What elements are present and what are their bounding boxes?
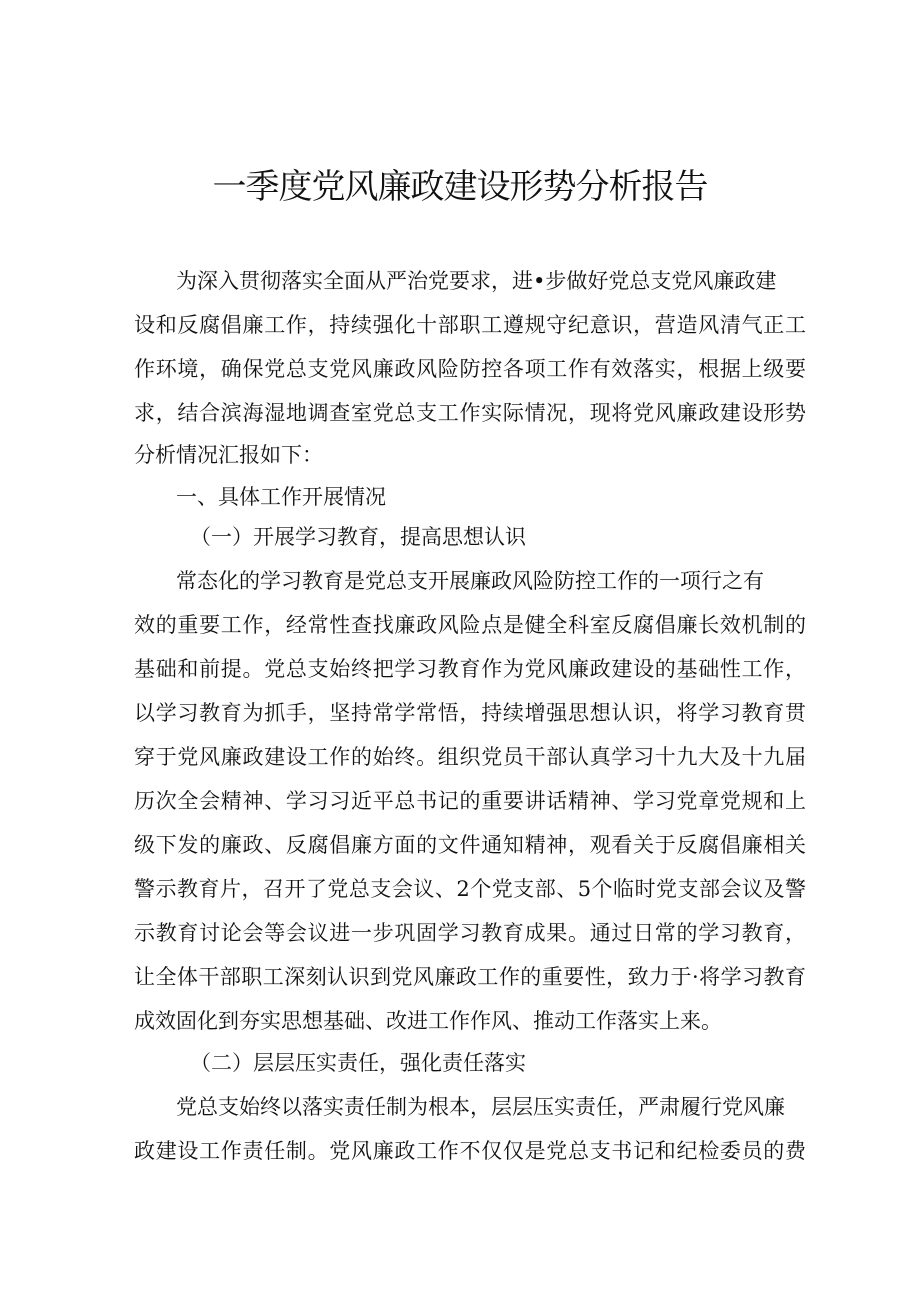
paragraph-1-line-4: 以学习教育为抓手，坚持常学常悟，持续增强思想认识，将学习教育贯: [134, 701, 806, 725]
intro-line-4: 求，结合滨海湿地调查室党总支工作实际情况，现将党风廉政建设形势: [134, 401, 806, 425]
section-heading-1: 一、具体工作开展情况: [176, 485, 386, 509]
document-title: 一季度党风廉政建设形势分析报告: [212, 167, 708, 207]
paragraph-1-line-8: 警示教育片，召开了党总支会议、2个党支部、5个临时党支部会议及警: [134, 877, 806, 901]
paragraph-1-line-7: 级下发的廉政、反腐倡廉方面的文件通知精神，观看关于反腐倡廉相关: [134, 833, 806, 857]
paragraph-1-line-1: 常态化的学习教育是党总支开展廉政风险防控工作的一项行之有: [176, 569, 764, 593]
paragraph-1-line-10: 让全体干部职工深刻认识到党风廉政工作的重要性，致力于·将学习教育: [134, 965, 806, 989]
paragraph-1-line-3: 基础和前提。党总支始终把学习教育作为党风廉政建设的基础性工作，: [134, 657, 806, 681]
paragraph-2-line-2: 政建设工作责任制。党风廉政工作不仅仅是党总支书记和纪检委员的费: [134, 1139, 806, 1163]
intro-line-2: 设和反腐倡廉工作，持续强化十部职工遵规守纪意识，营造风清气正工: [134, 313, 806, 337]
paragraph-1-line-9: 示教育讨论会等会议进一步巩固学习教育成果。通过日常的学习教育，: [134, 921, 806, 945]
intro-line-3: 作环境，确保党总支党风廉政风险防控各项工作有效落实，根据上级要: [134, 357, 806, 381]
subsection-heading-1: （一）开展学习教育，提高思想认识: [190, 525, 526, 549]
paragraph-1-line-5: 穿于党风廉政建设工作的始终。组织党员干部认真学习十九大及十九届: [134, 745, 806, 769]
paragraph-1-line-2: 效的重要工作，经常性查找廉政风险点是健全科室反腐倡廉长效机制的: [134, 613, 806, 637]
intro-line-1: 为深入贯彻落实全面从严治党要求，进•步做好党总支党风廉政建: [176, 269, 777, 293]
intro-line-5: 分析情况汇报如下：: [134, 443, 323, 467]
paragraph-1-line-6: 历次全会精神、学习习近平总书记的重要讲话精神、学习党章党规和上: [134, 789, 806, 813]
subsection-heading-2: （二）层层压实责任，强化责任落实: [190, 1051, 526, 1075]
paragraph-1-line-11: 成效固化到夯实思想基础、改进工作作风、推动工作落实上来。: [134, 1009, 722, 1033]
paragraph-2-line-1: 党总支始终以落实责任制为根本，层层压实责任，严肃履行党风廉: [176, 1095, 785, 1119]
